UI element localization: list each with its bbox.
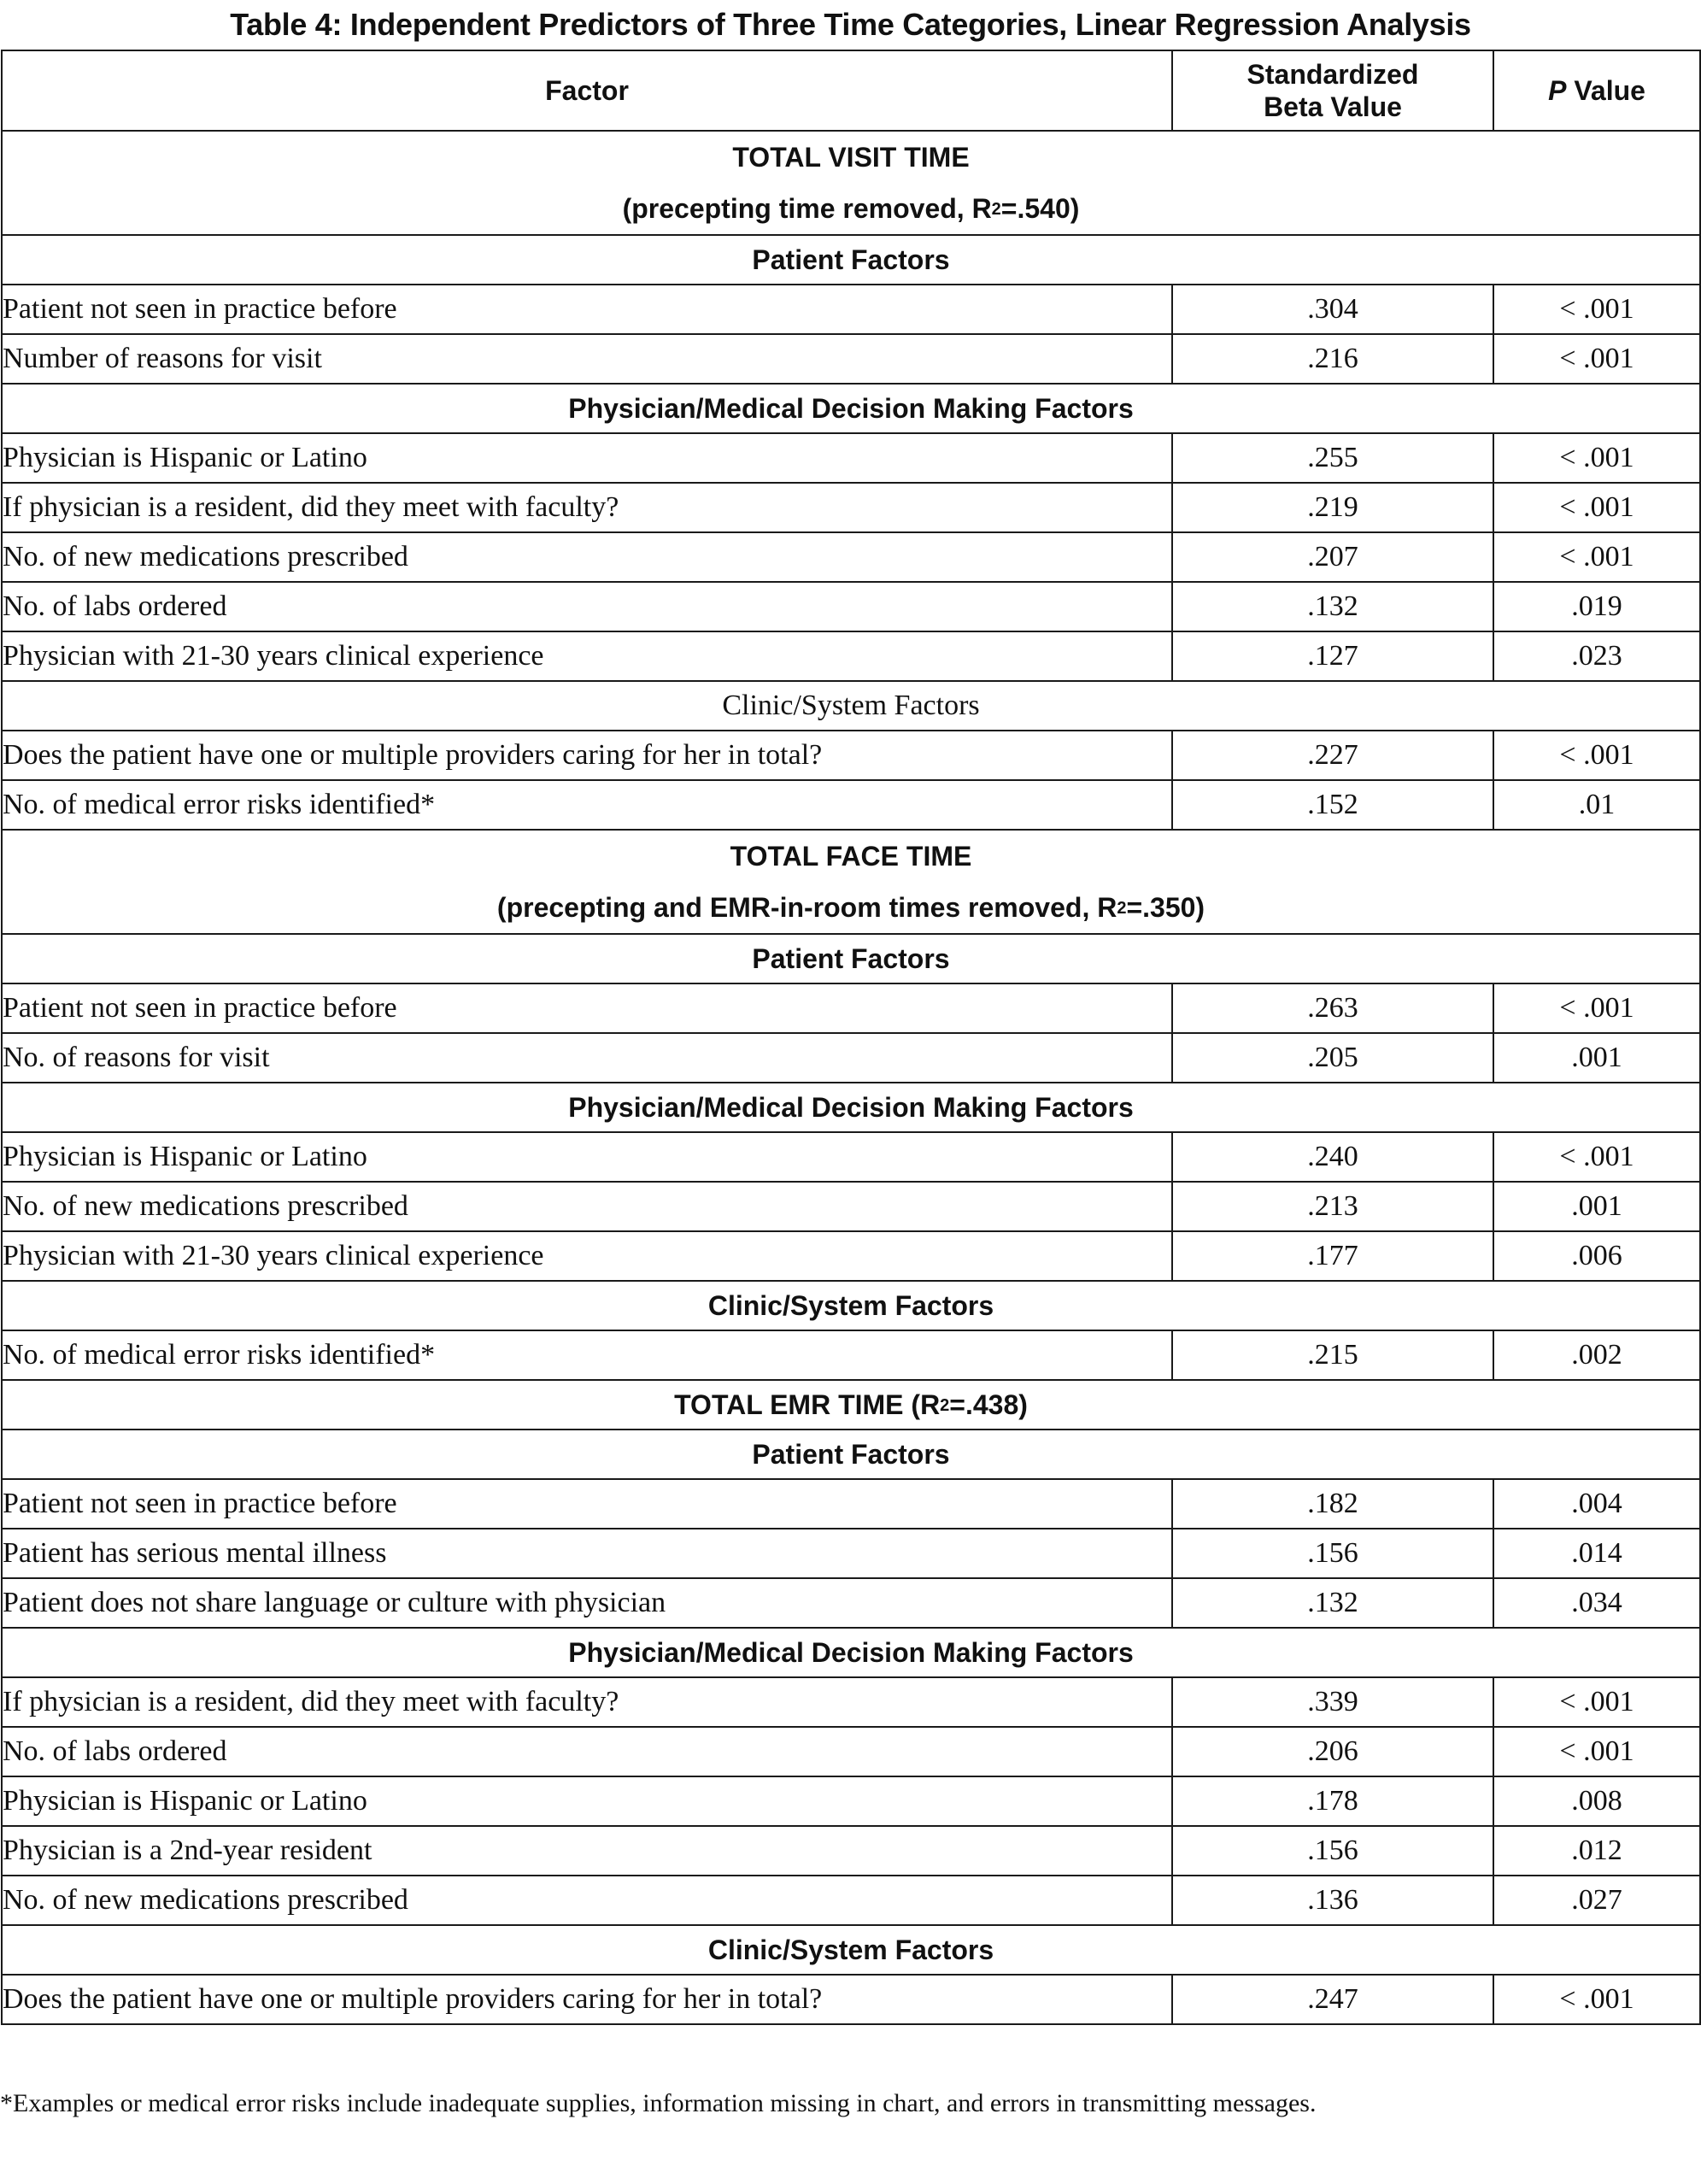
beta-value-cell: .156: [1172, 1529, 1493, 1578]
p-value-cell: < .001: [1493, 1677, 1700, 1727]
factor-cell: No. of labs ordered: [2, 1727, 1172, 1776]
table-footnote: *Examples or medical error risks include inadequate supplies, information missing in chart, and errors in transmitting messages.: [0, 2089, 1317, 2117]
p-value-cell: < .001: [1493, 1975, 1700, 2024]
factor-cell: Number of reasons for visit: [2, 334, 1172, 384]
p-value-cell: .004: [1493, 1479, 1700, 1529]
factor-cell: Patient not seen in practice before: [2, 285, 1172, 334]
p-value-cell: < .001: [1493, 483, 1700, 532]
column-header-p-value: [1493, 50, 1700, 131]
group-row: [2, 1083, 1700, 1132]
beta-value-cell: .152: [1172, 780, 1493, 830]
beta-value-cell: .339: [1172, 1677, 1493, 1727]
factor-cell: Patient not seen in practice before: [2, 1479, 1172, 1529]
p-value-cell: .002: [1493, 1330, 1700, 1380]
section-subtitle: [3, 183, 1699, 234]
table-row: [2, 334, 1700, 384]
subtitle-text: (precepting and EMR-in-room times removed, R: [496, 892, 1117, 923]
factor-cell: Patient has serious mental illness: [2, 1529, 1172, 1578]
table-row: [2, 780, 1700, 830]
table-row: [2, 1033, 1700, 1083]
section-total-emr-time: [2, 1380, 1700, 2024]
group-row: [2, 1281, 1700, 1330]
p-value-cell: < .001: [1493, 334, 1700, 384]
p-value-cell: < .001: [1493, 285, 1700, 334]
factor-cell: Physician with 21-30 years clinical experience: [2, 1231, 1172, 1281]
factor-cell: Does the patient have one or multiple providers caring for her in total?: [2, 731, 1172, 780]
p-value-cell: .008: [1493, 1776, 1700, 1826]
section-heading-visit: [2, 131, 1700, 235]
beta-value-cell: .247: [1172, 1975, 1493, 2024]
factor-cell: No. of medical error risks identified*: [2, 1330, 1172, 1380]
beta-header-line1: Standardized: [1246, 59, 1419, 90]
p-value-cell: < .001: [1493, 1727, 1700, 1776]
group-row: [2, 1925, 1700, 1975]
factor-cell: No. of new medications prescribed: [2, 532, 1172, 582]
table-row: [2, 1826, 1700, 1876]
beta-value-cell: .227: [1172, 731, 1493, 780]
beta-value-cell: .206: [1172, 1727, 1493, 1776]
p-value-cell: .019: [1493, 582, 1700, 631]
group-clinic-factors: Clinic/System Factors: [2, 681, 1700, 731]
table-row: [2, 631, 1700, 681]
group-physician-factors: Physician/Medical Decision Making Factors: [2, 384, 1700, 433]
factor-cell: Physician is Hispanic or Latino: [2, 1132, 1172, 1182]
section-title: TOTAL EMR TIME (R: [674, 1389, 941, 1420]
group-row: [2, 1430, 1700, 1479]
beta-value-cell: .127: [1172, 631, 1493, 681]
group-physician-factors: Physician/Medical Decision Making Factors: [2, 1083, 1700, 1132]
section-total-face-time: [2, 830, 1700, 1380]
table-row: [2, 1677, 1700, 1727]
section-heading-row: [2, 830, 1700, 934]
p-value-cell: < .001: [1493, 433, 1700, 483]
group-row: [2, 1628, 1700, 1677]
table-row: [2, 731, 1700, 780]
factor-cell: Physician is Hispanic or Latino: [2, 433, 1172, 483]
table-row: [2, 1330, 1700, 1380]
r-squared-sup: 2: [991, 200, 1001, 219]
group-row: [2, 681, 1700, 731]
group-patient-factors: Patient Factors: [2, 235, 1700, 285]
table-row: [2, 1578, 1700, 1628]
regression-table: [1, 50, 1701, 2025]
p-value-cell: .027: [1493, 1876, 1700, 1925]
beta-value-cell: .219: [1172, 483, 1493, 532]
table-row: [2, 532, 1700, 582]
table-row: [2, 1132, 1700, 1182]
beta-value-cell: .156: [1172, 1826, 1493, 1876]
section-heading-emr: [2, 1380, 1700, 1430]
factor-cell: Physician with 21-30 years clinical experience: [2, 631, 1172, 681]
p-value-cell: < .001: [1493, 1132, 1700, 1182]
group-row: [2, 934, 1700, 983]
beta-value-cell: .177: [1172, 1231, 1493, 1281]
p-value-cell: .014: [1493, 1529, 1700, 1578]
beta-value-cell: .132: [1172, 1578, 1493, 1628]
factor-cell: If physician is a resident, did they meet with faculty?: [2, 1677, 1172, 1727]
section-heading-row: [2, 131, 1700, 235]
p-value-cell: < .001: [1493, 532, 1700, 582]
table-row: [2, 1231, 1700, 1281]
table-header-row: [2, 50, 1700, 131]
table-row: [2, 483, 1700, 532]
beta-value-cell: .263: [1172, 983, 1493, 1033]
beta-value-cell: .178: [1172, 1776, 1493, 1826]
group-physician-factors: Physician/Medical Decision Making Factors: [2, 1628, 1700, 1677]
beta-value-cell: .240: [1172, 1132, 1493, 1182]
group-patient-factors: Patient Factors: [2, 1430, 1700, 1479]
beta-value-cell: .207: [1172, 532, 1493, 582]
table-row: [2, 1529, 1700, 1578]
factor-cell: Physician is a 2nd-year resident: [2, 1826, 1172, 1876]
beta-value-cell: .255: [1172, 433, 1493, 483]
group-row: [2, 235, 1700, 285]
beta-value-cell: .304: [1172, 285, 1493, 334]
column-header-beta: [1172, 50, 1493, 131]
table-caption: Table 4: Independent Predictors of Three Time Categories, Linear Regression Analysis: [230, 7, 1471, 42]
factor-cell: No. of new medications prescribed: [2, 1182, 1172, 1231]
table-row: [2, 1479, 1700, 1529]
p-value-cell: .006: [1493, 1231, 1700, 1281]
beta-value-cell: .216: [1172, 334, 1493, 384]
table-row: [2, 582, 1700, 631]
table-row: [2, 1776, 1700, 1826]
beta-header-line2: Beta Value: [1264, 91, 1402, 122]
beta-value-cell: .132: [1172, 582, 1493, 631]
factor-cell: If physician is a resident, did they meet with faculty?: [2, 483, 1172, 532]
p-value-cell: < .001: [1493, 983, 1700, 1033]
column-header-factor: Factor: [2, 50, 1172, 131]
section-heading-face: [2, 830, 1700, 934]
beta-value-cell: .205: [1172, 1033, 1493, 1083]
p-value-cell: .023: [1493, 631, 1700, 681]
beta-value-cell: .136: [1172, 1876, 1493, 1925]
factor-cell: Does the patient have one or multiple providers caring for her in total?: [2, 1975, 1172, 2024]
factor-cell: Physician is Hispanic or Latino: [2, 1776, 1172, 1826]
table-row: [2, 1727, 1700, 1776]
factor-cell: Patient not seen in practice before: [2, 983, 1172, 1033]
subtitle-text: (precepting time removed, R: [622, 193, 992, 224]
beta-value-cell: .182: [1172, 1479, 1493, 1529]
table-row: [2, 1876, 1700, 1925]
section-title: TOTAL VISIT TIME: [732, 142, 970, 173]
section-title: TOTAL FACE TIME: [730, 841, 972, 872]
factor-cell: Patient does not share language or culture with physician: [2, 1578, 1172, 1628]
r-squared-sup: 2: [940, 1396, 950, 1415]
p-header-rest: Value: [1566, 75, 1645, 106]
factor-cell: No. of new medications prescribed: [2, 1876, 1172, 1925]
subtitle-value: =.540): [1000, 193, 1080, 224]
factor-cell: No. of reasons for visit: [2, 1033, 1172, 1083]
group-patient-factors: Patient Factors: [2, 934, 1700, 983]
p-value-cell: .001: [1493, 1182, 1700, 1231]
beta-value-cell: .215: [1172, 1330, 1493, 1380]
table-row: [2, 1975, 1700, 2024]
table-row: [2, 433, 1700, 483]
group-clinic-factors: Clinic/System Factors: [2, 1281, 1700, 1330]
group-row: [2, 384, 1700, 433]
section-title-value: =.438): [949, 1389, 1028, 1420]
p-value-cell: .034: [1493, 1578, 1700, 1628]
table-row: [2, 983, 1700, 1033]
subtitle-value: =.350): [1126, 892, 1205, 923]
r-squared-sup: 2: [1117, 899, 1127, 918]
table-row: [2, 1182, 1700, 1231]
p-header-italic: P: [1548, 75, 1567, 106]
beta-value-cell: .213: [1172, 1182, 1493, 1231]
group-clinic-factors: Clinic/System Factors: [2, 1925, 1700, 1975]
section-heading-row: [2, 1380, 1700, 1430]
p-value-cell: .01: [1493, 780, 1700, 830]
factor-cell: No. of labs ordered: [2, 582, 1172, 631]
p-value-cell: .012: [1493, 1826, 1700, 1876]
p-value-cell: < .001: [1493, 731, 1700, 780]
p-value-cell: .001: [1493, 1033, 1700, 1083]
table-row: [2, 285, 1700, 334]
section-subtitle: [3, 882, 1699, 933]
factor-cell: No. of medical error risks identified*: [2, 780, 1172, 830]
section-total-visit-time: [2, 131, 1700, 830]
